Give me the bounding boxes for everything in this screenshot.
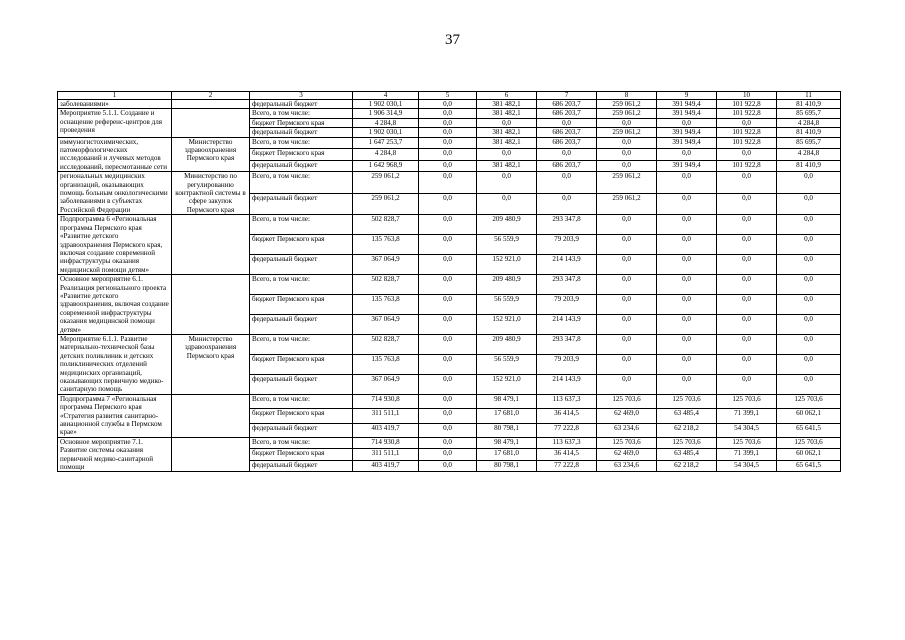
page-number: 37 bbox=[445, 32, 460, 48]
table-row bbox=[58, 100, 841, 109]
amount-cell: 367 064,9 bbox=[353, 315, 419, 335]
amount-cell: 85 695,7 bbox=[777, 137, 841, 149]
amount-cell: 391 949,4 bbox=[657, 160, 717, 172]
amount-cell: 293 347,8 bbox=[537, 215, 597, 235]
amount-cell: 36 414,5 bbox=[537, 449, 597, 461]
funding-source-cell: федеральный бюджет bbox=[250, 160, 353, 172]
amount-cell: 101 922,8 bbox=[717, 100, 777, 109]
amount-cell: 71 399,1 bbox=[717, 449, 777, 461]
amount-cell: 56 559,9 bbox=[477, 295, 537, 315]
table-row bbox=[58, 172, 841, 194]
amount-cell: 0,0 bbox=[657, 193, 717, 215]
amount-cell: 0,0 bbox=[717, 215, 777, 235]
amount-cell: 71 399,1 bbox=[717, 409, 777, 423]
amount-cell: 63 234,6 bbox=[597, 423, 657, 437]
amount-cell: 0,0 bbox=[717, 354, 777, 374]
amount-cell: 0,0 bbox=[419, 449, 477, 461]
table-body bbox=[58, 100, 841, 472]
amount-cell: 54 304,5 bbox=[717, 460, 777, 472]
amount-cell: 0,0 bbox=[597, 137, 657, 149]
responsible-executor-cell bbox=[172, 215, 250, 275]
amount-cell: 0,0 bbox=[717, 193, 777, 215]
funding-source-cell: Всего, в том числе: bbox=[250, 215, 353, 235]
column-number-8: 8 bbox=[597, 92, 657, 100]
amount-cell: 0,0 bbox=[419, 423, 477, 437]
amount-cell: 381 482,1 bbox=[477, 160, 537, 172]
column-number-7: 7 bbox=[537, 92, 597, 100]
program-name-cell: Основное мероприятие 6.1. Реализация регионального проекта «Развитие детского здравоохранения, включая создание современной инфраструктуры оказания медицинской помощи детям» bbox=[58, 275, 172, 335]
funding-source-cell: федеральный бюджет bbox=[250, 193, 353, 215]
amount-cell: 0,0 bbox=[657, 295, 717, 315]
amount-cell: 0,0 bbox=[419, 394, 477, 408]
amount-cell: 56 559,9 bbox=[477, 354, 537, 374]
funding-source-cell: Всего, в том числе: bbox=[250, 275, 353, 295]
amount-cell: 135 763,8 bbox=[353, 354, 419, 374]
amount-cell: 259 061,2 bbox=[353, 172, 419, 194]
funding-source-cell: Всего, в том числе: bbox=[250, 109, 353, 118]
amount-cell: 0,0 bbox=[419, 235, 477, 255]
amount-cell: 391 949,4 bbox=[657, 128, 717, 137]
amount-cell: 0,0 bbox=[597, 255, 657, 275]
amount-cell: 62 469,0 bbox=[597, 449, 657, 461]
amount-cell: 714 930,8 bbox=[353, 394, 419, 408]
table-row bbox=[58, 334, 841, 354]
funding-source-cell: бюджет Пермского края bbox=[250, 354, 353, 374]
amount-cell: 214 143,9 bbox=[537, 315, 597, 335]
amount-cell: 686 203,7 bbox=[537, 109, 597, 118]
amount-cell: 214 143,9 bbox=[537, 255, 597, 275]
amount-cell: 209 480,9 bbox=[477, 275, 537, 295]
amount-cell: 17 681,0 bbox=[477, 449, 537, 461]
funding-source-cell: бюджет Пермского края bbox=[250, 149, 353, 161]
amount-cell: 0,0 bbox=[419, 149, 477, 161]
amount-cell: 101 922,8 bbox=[717, 160, 777, 172]
amount-cell: 81 410,9 bbox=[777, 100, 841, 109]
amount-cell: 1 647 253,7 bbox=[353, 137, 419, 149]
amount-cell: 686 203,7 bbox=[537, 128, 597, 137]
column-number-1: 1 bbox=[58, 92, 172, 100]
amount-cell: 403 419,7 bbox=[353, 423, 419, 437]
amount-cell: 381 482,1 bbox=[477, 100, 537, 109]
amount-cell: 0,0 bbox=[537, 172, 597, 194]
amount-cell: 381 482,1 bbox=[477, 128, 537, 137]
responsible-executor-cell bbox=[172, 437, 250, 472]
amount-cell: 0,0 bbox=[777, 334, 841, 354]
amount-cell: 60 062,1 bbox=[777, 449, 841, 461]
amount-cell: 686 203,7 bbox=[537, 100, 597, 109]
program-name-cell: Основное мероприятие 7.1. Развитие системы оказания первичной медико-санитарной помощи bbox=[58, 437, 172, 472]
responsible-executor-cell: Министерство здравоохранения Пермского края bbox=[172, 137, 250, 172]
amount-cell: 17 681,0 bbox=[477, 409, 537, 423]
amount-cell: 502 828,7 bbox=[353, 215, 419, 235]
amount-cell: 381 482,1 bbox=[477, 109, 537, 118]
responsible-executor-cell: Министерство по регулированию контрактной системы в сфере закупок Пермского края bbox=[172, 172, 250, 215]
amount-cell: 125 703,6 bbox=[657, 394, 717, 408]
funding-source-cell: Всего, в том числе: bbox=[250, 437, 353, 449]
amount-cell: 125 703,6 bbox=[717, 437, 777, 449]
amount-cell: 0,0 bbox=[717, 275, 777, 295]
amount-cell: 0,0 bbox=[657, 118, 717, 127]
amount-cell: 0,0 bbox=[717, 118, 777, 127]
amount-cell: 4 284,8 bbox=[777, 118, 841, 127]
amount-cell: 293 347,8 bbox=[537, 275, 597, 295]
amount-cell: 152 921,0 bbox=[477, 255, 537, 275]
amount-cell: 0,0 bbox=[419, 118, 477, 127]
amount-cell: 0,0 bbox=[777, 275, 841, 295]
amount-cell: 0,0 bbox=[777, 172, 841, 194]
amount-cell: 81 410,9 bbox=[777, 128, 841, 137]
amount-cell: 0,0 bbox=[777, 255, 841, 275]
amount-cell: 98 479,1 bbox=[477, 394, 537, 408]
funding-source-cell: федеральный бюджет bbox=[250, 460, 353, 472]
amount-cell: 0,0 bbox=[597, 315, 657, 335]
amount-cell: 0,0 bbox=[717, 334, 777, 354]
amount-cell: 686 203,7 bbox=[537, 137, 597, 149]
amount-cell: 0,0 bbox=[657, 275, 717, 295]
amount-cell: 0,0 bbox=[419, 109, 477, 118]
amount-cell: 81 410,9 bbox=[777, 160, 841, 172]
amount-cell: 0,0 bbox=[537, 149, 597, 161]
amount-cell: 0,0 bbox=[477, 118, 537, 127]
amount-cell: 0,0 bbox=[597, 354, 657, 374]
amount-cell: 259 061,2 bbox=[597, 100, 657, 109]
amount-cell: 0,0 bbox=[597, 295, 657, 315]
amount-cell: 4 284,8 bbox=[777, 149, 841, 161]
amount-cell: 0,0 bbox=[777, 315, 841, 335]
amount-cell: 0,0 bbox=[419, 374, 477, 394]
amount-cell: 4 284,8 bbox=[353, 118, 419, 127]
amount-cell: 77 222,8 bbox=[537, 460, 597, 472]
column-number-10: 10 bbox=[717, 92, 777, 100]
column-number-11: 11 bbox=[777, 92, 841, 100]
amount-cell: 0,0 bbox=[419, 160, 477, 172]
table-row bbox=[58, 215, 841, 235]
funding-source-cell: бюджет Пермского края bbox=[250, 235, 353, 255]
amount-cell: 0,0 bbox=[717, 149, 777, 161]
amount-cell: 0,0 bbox=[717, 374, 777, 394]
amount-cell: 0,0 bbox=[657, 374, 717, 394]
amount-cell: 1 902 030,1 bbox=[353, 128, 419, 137]
amount-cell: 62 218,2 bbox=[657, 460, 717, 472]
amount-cell: 0,0 bbox=[419, 295, 477, 315]
amount-cell: 152 921,0 bbox=[477, 315, 537, 335]
amount-cell: 1 642 968,9 bbox=[353, 160, 419, 172]
amount-cell: 80 798,1 bbox=[477, 423, 537, 437]
amount-cell: 62 218,2 bbox=[657, 423, 717, 437]
column-number-5: 5 bbox=[419, 92, 477, 100]
funding-source-cell: Всего, в том числе: bbox=[250, 394, 353, 408]
amount-cell: 0,0 bbox=[477, 193, 537, 215]
amount-cell: 60 062,1 bbox=[777, 409, 841, 423]
column-number-row bbox=[58, 92, 841, 100]
amount-cell: 0,0 bbox=[419, 354, 477, 374]
amount-cell: 125 703,6 bbox=[717, 394, 777, 408]
amount-cell: 0,0 bbox=[597, 374, 657, 394]
amount-cell: 259 061,2 bbox=[597, 128, 657, 137]
amount-cell: 0,0 bbox=[419, 255, 477, 275]
program-name-cell: иммуногистохимических, патоморфологических исследований и лучевых методов исследований, пересмотанные сети bbox=[58, 137, 172, 172]
amount-cell: 391 949,4 bbox=[657, 137, 717, 149]
amount-cell: 77 222,8 bbox=[537, 423, 597, 437]
amount-cell: 714 930,8 bbox=[353, 437, 419, 449]
amount-cell: 311 511,1 bbox=[353, 409, 419, 423]
amount-cell: 0,0 bbox=[777, 235, 841, 255]
amount-cell: 0,0 bbox=[419, 100, 477, 109]
amount-cell: 293 347,8 bbox=[537, 334, 597, 354]
amount-cell: 101 922,8 bbox=[717, 128, 777, 137]
amount-cell: 0,0 bbox=[597, 118, 657, 127]
table-row bbox=[58, 109, 841, 118]
amount-cell: 0,0 bbox=[419, 137, 477, 149]
amount-cell: 0,0 bbox=[777, 374, 841, 394]
amount-cell: 0,0 bbox=[657, 315, 717, 335]
amount-cell: 209 480,9 bbox=[477, 215, 537, 235]
amount-cell: 0,0 bbox=[537, 193, 597, 215]
program-name-cell: заболеваниями» bbox=[58, 100, 172, 109]
amount-cell: 0,0 bbox=[419, 275, 477, 295]
amount-cell: 502 828,7 bbox=[353, 275, 419, 295]
column-number-4: 4 bbox=[353, 92, 419, 100]
amount-cell: 0,0 bbox=[477, 172, 537, 194]
responsible-executor-cell bbox=[172, 394, 250, 437]
amount-cell: 0,0 bbox=[657, 354, 717, 374]
amount-cell: 0,0 bbox=[657, 235, 717, 255]
amount-cell: 79 203,9 bbox=[537, 354, 597, 374]
amount-cell: 79 203,9 bbox=[537, 295, 597, 315]
amount-cell: 0,0 bbox=[777, 295, 841, 315]
responsible-executor-cell: Министерство здравоохранения Пермского края bbox=[172, 334, 250, 394]
amount-cell: 367 064,9 bbox=[353, 374, 419, 394]
amount-cell: 85 695,7 bbox=[777, 109, 841, 118]
program-name-cell: региональных медицинских организаций, оказывающих помощь больным онкологическими заболеваниями в субъектах Российской Федерации bbox=[58, 172, 172, 215]
amount-cell: 0,0 bbox=[597, 149, 657, 161]
column-number-6: 6 bbox=[477, 92, 537, 100]
amount-cell: 0,0 bbox=[777, 215, 841, 235]
amount-cell: 63 234,6 bbox=[597, 460, 657, 472]
column-number-3: 3 bbox=[250, 92, 353, 100]
amount-cell: 0,0 bbox=[777, 193, 841, 215]
funding-source-cell: федеральный бюджет bbox=[250, 128, 353, 137]
amount-cell: 0,0 bbox=[657, 215, 717, 235]
amount-cell: 381 482,1 bbox=[477, 137, 537, 149]
funding-source-cell: Всего, в том числе: bbox=[250, 172, 353, 194]
amount-cell: 0,0 bbox=[477, 149, 537, 161]
amount-cell: 101 922,8 bbox=[717, 109, 777, 118]
amount-cell: 62 469,0 bbox=[597, 409, 657, 423]
column-number-9: 9 bbox=[657, 92, 717, 100]
amount-cell: 259 061,2 bbox=[597, 193, 657, 215]
amount-cell: 391 949,4 bbox=[657, 109, 717, 118]
amount-cell: 125 703,6 bbox=[777, 394, 841, 408]
program-name-cell: Мероприятие 6.1.1. Развитие материально-технической базы детских поликлиник и детских поликлинических отделений медицинских организаций, оказывающих первичную медико-санитарную помощь bbox=[58, 334, 172, 394]
funding-source-cell: федеральный бюджет bbox=[250, 374, 353, 394]
amount-cell: 152 921,0 bbox=[477, 374, 537, 394]
amount-cell: 80 798,1 bbox=[477, 460, 537, 472]
budget-table bbox=[57, 91, 841, 472]
table-row bbox=[58, 394, 841, 408]
amount-cell: 56 559,9 bbox=[477, 235, 537, 255]
responsible-executor-cell bbox=[172, 109, 250, 137]
amount-cell: 367 064,9 bbox=[353, 255, 419, 275]
amount-cell: 0,0 bbox=[419, 437, 477, 449]
amount-cell: 403 419,7 bbox=[353, 460, 419, 472]
responsible-executor-cell bbox=[172, 100, 250, 109]
amount-cell: 686 203,7 bbox=[537, 160, 597, 172]
amount-cell: 214 143,9 bbox=[537, 374, 597, 394]
program-name-cell: Подпрограмма 7 «Региональная программа Пермского края «Стратегия развития санитарно-авиационной службы в Пермском крае» bbox=[58, 394, 172, 437]
amount-cell: 4 284,8 bbox=[353, 149, 419, 161]
amount-cell: 0,0 bbox=[419, 215, 477, 235]
amount-cell: 0,0 bbox=[777, 354, 841, 374]
amount-cell: 125 703,6 bbox=[597, 437, 657, 449]
amount-cell: 0,0 bbox=[717, 315, 777, 335]
funding-source-cell: Всего, в том числе: bbox=[250, 334, 353, 354]
amount-cell: 0,0 bbox=[717, 172, 777, 194]
amount-cell: 36 414,5 bbox=[537, 409, 597, 423]
amount-cell: 0,0 bbox=[717, 235, 777, 255]
funding-source-cell: Всего, в том числе: bbox=[250, 137, 353, 149]
amount-cell: 0,0 bbox=[419, 460, 477, 472]
amount-cell: 65 641,5 bbox=[777, 423, 841, 437]
amount-cell: 259 061,2 bbox=[597, 109, 657, 118]
amount-cell: 502 828,7 bbox=[353, 334, 419, 354]
amount-cell: 63 485,4 bbox=[657, 449, 717, 461]
funding-source-cell: федеральный бюджет bbox=[250, 423, 353, 437]
amount-cell: 0,0 bbox=[717, 255, 777, 275]
amount-cell: 125 703,6 bbox=[657, 437, 717, 449]
amount-cell: 101 922,8 bbox=[717, 137, 777, 149]
table-row bbox=[58, 437, 841, 449]
amount-cell: 135 763,8 bbox=[353, 235, 419, 255]
amount-cell: 125 703,6 bbox=[777, 437, 841, 449]
funding-source-cell: бюджет Пермского края bbox=[250, 409, 353, 423]
amount-cell: 135 763,8 bbox=[353, 295, 419, 315]
amount-cell: 0,0 bbox=[419, 315, 477, 335]
amount-cell: 125 703,6 bbox=[597, 394, 657, 408]
amount-cell: 259 061,2 bbox=[353, 193, 419, 215]
amount-cell: 0,0 bbox=[597, 235, 657, 255]
amount-cell: 98 479,1 bbox=[477, 437, 537, 449]
amount-cell: 54 304,5 bbox=[717, 423, 777, 437]
amount-cell: 209 480,9 bbox=[477, 334, 537, 354]
amount-cell: 0,0 bbox=[537, 118, 597, 127]
amount-cell: 0,0 bbox=[597, 215, 657, 235]
amount-cell: 391 949,4 bbox=[657, 100, 717, 109]
amount-cell: 0,0 bbox=[419, 334, 477, 354]
funding-source-cell: бюджет Пермского края bbox=[250, 295, 353, 315]
amount-cell: 0,0 bbox=[597, 160, 657, 172]
amount-cell: 0,0 bbox=[597, 275, 657, 295]
funding-source-cell: федеральный бюджет bbox=[250, 255, 353, 275]
amount-cell: 0,0 bbox=[419, 409, 477, 423]
amount-cell: 79 203,9 bbox=[537, 235, 597, 255]
funding-source-cell: бюджет Пермского края bbox=[250, 449, 353, 461]
amount-cell: 1 906 314,9 bbox=[353, 109, 419, 118]
amount-cell: 0,0 bbox=[597, 334, 657, 354]
amount-cell: 259 061,2 bbox=[597, 172, 657, 194]
amount-cell: 0,0 bbox=[657, 149, 717, 161]
amount-cell: 0,0 bbox=[717, 295, 777, 315]
amount-cell: 0,0 bbox=[419, 128, 477, 137]
amount-cell: 0,0 bbox=[657, 255, 717, 275]
amount-cell: 113 637,3 bbox=[537, 394, 597, 408]
funding-source-cell: федеральный бюджет bbox=[250, 315, 353, 335]
program-name-cell: Мероприятие 5.1.1. Создание и оснащение референс-центров для проведения bbox=[58, 109, 172, 137]
amount-cell: 311 511,1 bbox=[353, 449, 419, 461]
table-row bbox=[58, 275, 841, 295]
amount-cell: 1 902 030,1 bbox=[353, 100, 419, 109]
amount-cell: 0,0 bbox=[419, 172, 477, 194]
table-row bbox=[58, 137, 841, 149]
amount-cell: 0,0 bbox=[419, 193, 477, 215]
funding-source-cell: бюджет Пермского края bbox=[250, 118, 353, 127]
amount-cell: 63 485,4 bbox=[657, 409, 717, 423]
amount-cell: 0,0 bbox=[657, 172, 717, 194]
column-number-2: 2 bbox=[172, 92, 250, 100]
funding-source-cell: федеральный бюджет bbox=[250, 100, 353, 109]
amount-cell: 0,0 bbox=[657, 334, 717, 354]
program-name-cell: Подпрограмма 6 «Региональная программа Пермского края «Развитие детского здравоохранения Пермского края, включая создание современной инфраструктуры оказания медицинской помощи детям» bbox=[58, 215, 172, 275]
amount-cell: 65 641,5 bbox=[777, 460, 841, 472]
amount-cell: 113 637,3 bbox=[537, 437, 597, 449]
responsible-executor-cell bbox=[172, 275, 250, 335]
